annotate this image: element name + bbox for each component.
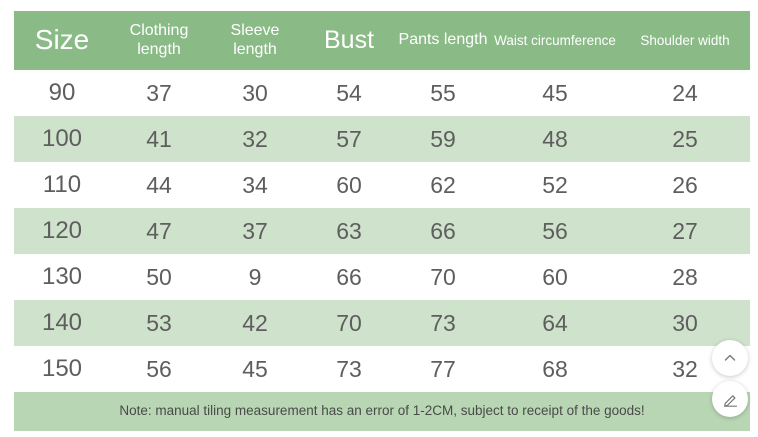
edit-button[interactable] — [712, 381, 748, 417]
cell-size: 140 — [41, 309, 83, 336]
cell-size: 130 — [41, 263, 83, 290]
cell-pants-length: 62 — [430, 171, 456, 198]
cell-waist-circumference: 64 — [542, 309, 568, 336]
cell-bust: 73 — [336, 355, 362, 382]
cell-shoulder-width: 30 — [672, 309, 698, 336]
header-row — [14, 11, 750, 70]
column-header-clothing-length: Clothing length — [129, 22, 189, 58]
cell-pants-length: 70 — [430, 263, 456, 290]
cell-bust: 60 — [336, 171, 362, 198]
cell-pants-length: 77 — [430, 355, 456, 382]
table-header — [14, 11, 750, 70]
cell-sleeve-length: 32 — [242, 125, 268, 152]
cell-sleeve-length: 37 — [242, 217, 268, 244]
cell-shoulder-width: 27 — [672, 217, 698, 244]
scroll-to-top-button[interactable] — [712, 340, 748, 376]
cell-clothing-length: 56 — [146, 355, 172, 382]
cell-bust: 66 — [336, 263, 362, 290]
cell-shoulder-width: 24 — [672, 79, 698, 106]
cell-pants-length: 59 — [430, 125, 456, 152]
column-header-sleeve-length: Sleeve length — [230, 22, 280, 58]
cell-pants-length: 55 — [430, 79, 456, 106]
cell-sleeve-length: 42 — [242, 309, 268, 336]
cell-clothing-length: 53 — [146, 309, 172, 336]
cell-clothing-length: 44 — [146, 171, 172, 198]
column-header-shoulder-width: Shoulder width — [640, 32, 730, 48]
cell-clothing-length: 37 — [146, 79, 172, 106]
table-body — [14, 70, 750, 392]
table-row — [14, 162, 750, 208]
column-header-waist-circumference: Waist circumference — [494, 32, 616, 48]
cell-size: 110 — [42, 171, 82, 198]
measurement-note: Note: manual tiling measurement has an error of 1-2CM, subject to receipt of the goods! — [14, 392, 750, 431]
cell-bust: 54 — [336, 79, 362, 106]
cell-waist-circumference: 68 — [542, 355, 568, 382]
cell-size: 150 — [41, 355, 83, 382]
table-row — [14, 116, 750, 162]
cell-waist-circumference: 45 — [542, 79, 568, 106]
column-header-pants-length: Pants length — [398, 31, 488, 49]
cell-sleeve-length: 30 — [242, 79, 268, 106]
table-row — [14, 70, 750, 116]
table-row — [14, 208, 750, 254]
cell-pants-length: 73 — [430, 309, 456, 336]
cell-waist-circumference: 52 — [542, 171, 568, 198]
table-row — [14, 300, 750, 346]
cell-sleeve-length: 9 — [248, 263, 262, 290]
cell-waist-circumference: 48 — [542, 125, 568, 152]
cell-shoulder-width: 26 — [672, 171, 698, 198]
size-chart-table — [14, 11, 750, 392]
size-chart-page — [14, 11, 750, 426]
pencil-icon — [722, 391, 739, 408]
cell-shoulder-width: 25 — [672, 125, 698, 152]
chevron-up-icon — [722, 350, 738, 366]
cell-shoulder-width: 28 — [672, 263, 698, 290]
cell-bust: 63 — [336, 217, 362, 244]
cell-clothing-length: 47 — [146, 217, 172, 244]
cell-size: 120 — [41, 217, 83, 244]
column-header-bust: Bust — [323, 26, 375, 55]
cell-clothing-length: 50 — [146, 263, 172, 290]
cell-bust: 70 — [336, 309, 362, 336]
cell-waist-circumference: 60 — [542, 263, 568, 290]
cell-pants-length: 66 — [430, 217, 456, 244]
table-row — [14, 346, 750, 392]
cell-sleeve-length: 34 — [242, 171, 268, 198]
cell-size: 90 — [48, 79, 76, 106]
column-header-size: Size — [34, 24, 90, 56]
cell-shoulder-width: 32 — [672, 355, 698, 382]
table-row — [14, 254, 750, 300]
cell-clothing-length: 41 — [146, 125, 172, 152]
cell-waist-circumference: 56 — [542, 217, 568, 244]
cell-sleeve-length: 45 — [242, 355, 268, 382]
cell-bust: 57 — [336, 125, 362, 152]
cell-size: 100 — [41, 125, 83, 152]
